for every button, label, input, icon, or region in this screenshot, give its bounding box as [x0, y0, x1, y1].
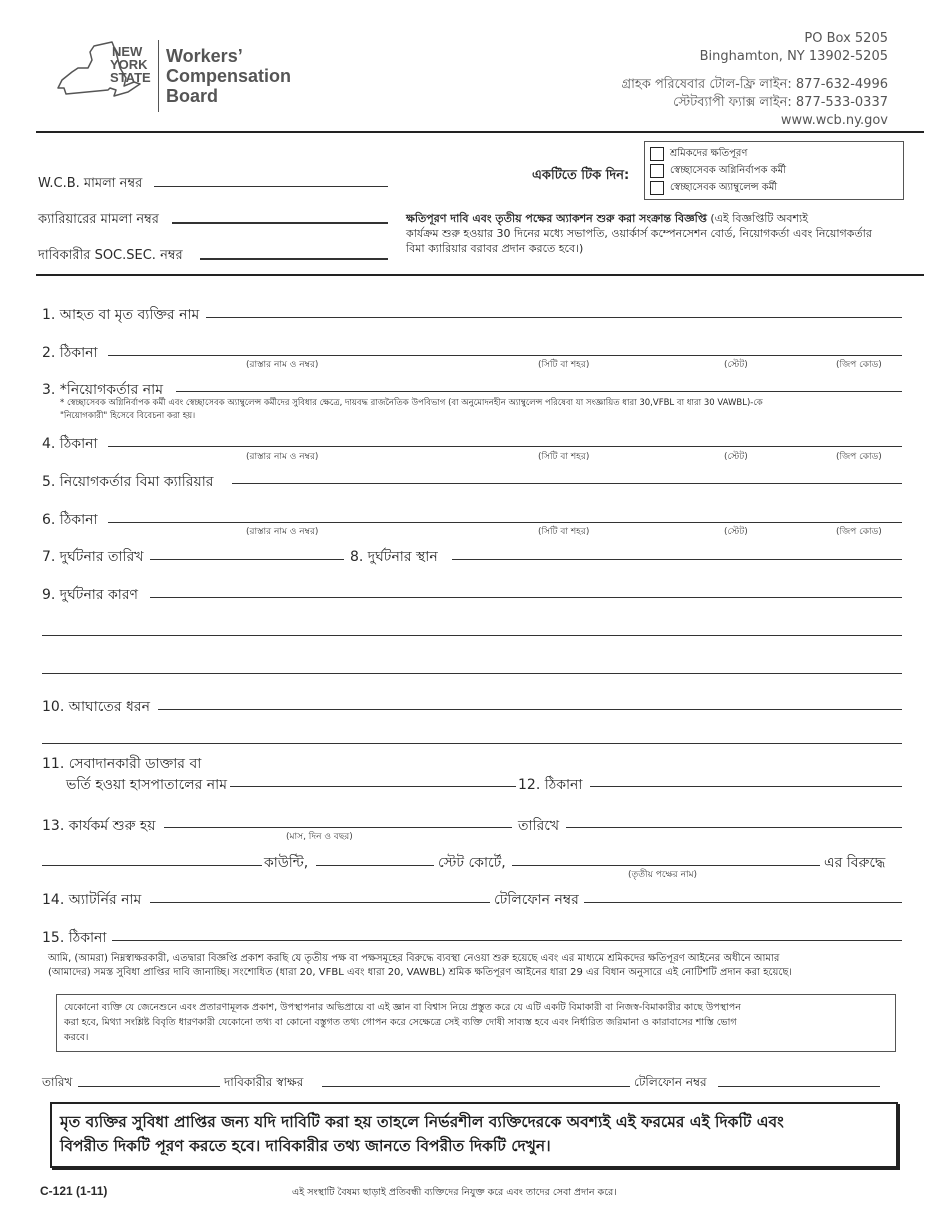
header-divider	[36, 131, 924, 133]
state-sublabel: (স্টেট)	[724, 527, 748, 537]
notice-title: ক্ষতিপূরণ দাবি এবং তৃতীয় পক্ষের অ্যাকশন শুরু করা সংক্রান্ত বিজ্ঞপ্তি	[406, 212, 707, 225]
claimant-phone-input[interactable]	[718, 1070, 880, 1087]
accident-cause-line-2[interactable]	[42, 635, 902, 636]
logo-new: NEW	[112, 44, 143, 59]
notice-body-1: (এই বিজ্ঞপ্তিটি অবশ্যই	[706, 212, 808, 225]
employer-name-input[interactable]	[176, 375, 902, 392]
fraud-warning-line-3: করবে।	[64, 1032, 89, 1043]
checkbox-volunteer-ambulance[interactable]	[650, 181, 664, 195]
equal-opportunity-statement: এই সংস্থাটি বৈষম্য ছাড়াই প্রতিবন্ধী ব্যক্তিদের নিযুক্ত করে এবং তাদের সেবা প্রদান করে।	[292, 1187, 617, 1198]
on-date-label: তারিখে	[518, 818, 560, 834]
logo-york: YORK	[110, 57, 148, 72]
option-volunteer-ambulance: স্বেচ্ছাসেবক অ্যাম্বুলেন্স কর্মী	[670, 182, 778, 193]
claimant-signature-label: দাবিকারীর স্বাক্ষর	[224, 1075, 304, 1089]
signature-date-label: তারিখ	[42, 1075, 73, 1089]
accident-cause-label: 9. দুর্ঘটনার কারণ	[42, 587, 139, 603]
declaration	[48, 952, 792, 980]
section-divider	[36, 274, 924, 276]
county-label: কাউন্টি,	[264, 855, 309, 871]
declaration-line-2: (আমাদের) সমস্ত সুবিধা প্রাপ্তির দাবি জানাচ্ছি। সংশোধিত (ধারা 20, VFBL এবং ধারা 20, VAWBL) শ্রমিক ক্ষতিপূরণ আইনের ধারা 29 এর বিধান অনুসারে এই নোটিশটি প্রদান করা হয়েছে।	[48, 967, 793, 978]
doctor-hospital-label-1: 11. সেবাদানকারী ডাক্তার বা	[42, 756, 202, 772]
attorney-phone-label: টেলিফোন নম্বর	[494, 892, 579, 908]
against-label: এর বিরুদ্ধে	[824, 855, 886, 871]
notice-body-2: কার্যক্রম শুরু হওয়ার 30 দিনের মধ্যে সভাপতি, ওয়ার্কার্স কম্পেনসেশন বোর্ড, নিয়োগকর্তা এবং নিয়োগকর্তার	[406, 227, 872, 240]
fraud-warning	[64, 1000, 741, 1045]
wcb-case-input[interactable]	[154, 170, 388, 187]
logo-state: STATE	[110, 70, 151, 85]
carrier-address-input[interactable]	[108, 506, 902, 523]
county-input[interactable]	[42, 849, 262, 866]
street-sublabel: (রাস্তার নাম ও নম্বর)	[246, 452, 319, 462]
accident-place-label: 8. দুর্ঘটনার স্থান	[350, 549, 438, 565]
claimant-signature-input[interactable]	[322, 1070, 630, 1087]
option-workers-comp: শ্রমিকদের ক্ষতিপূরণ	[670, 148, 748, 159]
logo-divider	[158, 40, 159, 112]
zip-sublabel: (জিপ কোড)	[836, 360, 882, 370]
injured-address-label: 2. ঠিকানা	[42, 345, 98, 361]
doctor-hospital-input[interactable]	[230, 770, 516, 787]
carrier-address-label: 6. ঠিকানা	[42, 512, 98, 528]
claimant-ssn-label: দাবিকারীর SOC.SEC. নম্বর	[38, 248, 183, 263]
org-name-line1: Workers’	[166, 46, 243, 66]
wcb-case-label: W.C.B. মামলা নম্বর	[38, 176, 143, 191]
declaration-line-1: আমি, (আমরা) নিম্নস্বাক্ষরকারী, এতদ্বারা বিজ্ঞপ্তি প্রকাশ করছি যে তৃতীয় পক্ষ বা পক্ষসমূহের বিরুদ্ধে ব্যবস্থা নেওয়া শুরু হয়েছে এবং এর মাধ্যমে শ্রমিকদের ক্ষতিপূরণ আইনের অধীনে আমার	[48, 953, 780, 964]
carrier-case-label: ক্যারিয়ারের মামলা নম্বর	[38, 212, 159, 227]
insurance-carrier-label: 5. নিয়োগকর্তার বিমা ক্যারিয়ার	[42, 474, 214, 490]
bold-notice-line-2: বিপরীত দিকটি পূরণ করতে হবে। দাবিকারীর তথ্য জানতে বিপরীত দিকটি দেখুন।	[60, 1137, 551, 1155]
third-party-sublabel: (তৃতীয় পক্ষের নাম)	[628, 870, 698, 880]
city-sublabel: (সিটি বা শহর)	[538, 360, 590, 370]
accident-date-label: 7. দুর্ঘটনার তারিখ	[42, 549, 144, 565]
claimant-phone-label: টেলিফোন নম্বর	[634, 1075, 707, 1089]
employer-footnote-1: * স্বেচ্ছাসেবক অগ্নিনির্বাপক কর্মী এবং স্বেচ্ছাসেবক অ্যাম্বুলেন্স কর্মীদের সুবিধার ক্ষেত্রে, দায়বদ্ধ রাজনৈতিক উপবিভাগ (বা অনুমোদনহীন অ্যাম্বুলেন্স পরিষেবা যা সংজ্ঞায়িত ধারা 30,VFBL বা ধারা 30 VAWBL)-কে	[60, 398, 763, 408]
employer-footnote-2: "নিয়োগকারী" হিসেবে বিবেচনা করা হয়।	[60, 411, 196, 421]
state-sublabel: (স্টেট)	[724, 360, 748, 370]
fax-line: স্টেটব্যাপী ফ্যাক্স লাইন: 877-533-0337	[673, 95, 888, 110]
notice-block	[406, 211, 926, 256]
state-court-input[interactable]	[316, 849, 434, 866]
fraud-warning-line-1: যেকোনো ব্যক্তি যে জেনেশুনে এবং প্রতারণামূলক প্রকাশ, উপস্থাপনার অভিপ্রায়ে বা এই জ্ঞান বা বিশ্বাস নিয়ে প্রস্তুত করে যে এটি একটি বিমাকারী বা নিজস্ব-বিমাকারীর কাছে উপস্থাপন	[64, 1002, 741, 1013]
zip-sublabel: (জিপ কোড)	[836, 452, 882, 462]
injured-person-name-label: 1. আহত বা মৃত ব্যক্তির নাম	[42, 307, 200, 323]
proceeding-date-input[interactable]	[164, 811, 512, 828]
attorney-address-label: 15. ঠিকানা	[42, 930, 107, 946]
option-volunteer-firefighter: স্বেচ্ছাসেবক অগ্নিনির্বাপক কর্মী	[670, 165, 787, 176]
proceeding-date-sublabel: (মাস, দিন ও বছর)	[286, 832, 353, 842]
injured-address-input[interactable]	[108, 339, 902, 356]
third-party-input[interactable]	[512, 849, 820, 866]
state-sublabel: (স্টেট)	[724, 452, 748, 462]
zip-sublabel: (জিপ কোড)	[836, 527, 882, 537]
checkbox-workers-comp[interactable]	[650, 147, 664, 161]
city-sublabel: (সিটি বা শহর)	[538, 452, 590, 462]
claimant-ssn-input[interactable]	[200, 242, 388, 260]
street-sublabel: (রাস্তার নাম ও নম্বর)	[246, 360, 319, 370]
fraud-warning-line-2: করা হবে, মিথ্যা সংশ্লিষ্ট বিবৃতি ধারণকারী যেকোনো তথ্য বা কোনো বস্তুগত তথ্য গোপন করে সেক্ষেত্রে সেই ব্যক্তি দোষী সাব্যস্ত হবে এবং নির্ধারিত জরিমানা ও কারাবাসের শাস্তি ভোগ	[64, 1017, 737, 1028]
attorney-phone-input[interactable]	[584, 886, 902, 903]
injury-type-label: 10. আঘাতের ধরন	[42, 699, 150, 715]
carrier-case-input[interactable]	[172, 206, 388, 224]
accident-cause-line-3[interactable]	[42, 673, 902, 674]
notice-body-3: বিমা ক্যারিয়ার বরাবর প্রদান করতে হবে।)	[406, 242, 584, 255]
address-line1: PO Box 5205	[804, 31, 888, 46]
state-court-label: স্টেট কোর্টে,	[438, 855, 506, 871]
accident-cause-input[interactable]	[150, 581, 902, 598]
bold-notice-line-1: মৃত ব্যক্তির সুবিধা প্রাপ্তির জন্য যদি দাবিটি করা হয় তাহলে নির্ভরশীল ব্যক্তিদেরকে অবশ্যই এই ফরমের এই দিকটি এবং	[60, 1113, 784, 1131]
checkbox-volunteer-firefighter[interactable]	[650, 164, 664, 178]
doctor-address-input[interactable]	[590, 770, 902, 787]
accident-place-input[interactable]	[452, 543, 902, 560]
org-name-line2: Compensation	[166, 66, 292, 86]
injury-type-input[interactable]	[158, 693, 902, 710]
street-sublabel: (রাস্তার নাম ও নম্বর)	[246, 527, 319, 537]
attorney-name-label: 14. অ্যাটর্নির নাম	[42, 892, 142, 908]
doctor-hospital-label-2: ভর্তি হওয়া হাসপাতালের নাম	[66, 777, 227, 793]
address-line2: Binghamton, NY 13902-5205	[699, 49, 888, 64]
form-id: C-121 (1-11)	[40, 1184, 108, 1198]
attorney-name-input[interactable]	[150, 886, 490, 903]
signature-date-input[interactable]	[78, 1070, 220, 1087]
attorney-address-input[interactable]	[112, 924, 902, 941]
org-name-line3: Board	[166, 86, 219, 106]
website-link[interactable]: www.wcb.ny.gov	[780, 113, 888, 128]
proceeding-start-label: 13. কার্যকর্ম শুরু হয়	[42, 818, 156, 834]
insurance-carrier-input[interactable]	[232, 467, 902, 484]
bold-notice	[60, 1110, 784, 1158]
check-one-label: একটিতে টিক দিন:	[532, 168, 630, 183]
employer-address-label: 4. ঠিকানা	[42, 436, 98, 452]
contact-block	[621, 30, 888, 130]
injury-type-line-2[interactable]	[42, 743, 902, 744]
doctor-address-label: 12. ঠিকানা	[518, 777, 583, 793]
injured-person-name-input[interactable]	[206, 301, 902, 318]
tollfree-line: গ্রাহক পরিষেবার টোল-ফ্রি লাইন: 877-632-4996	[621, 77, 888, 92]
accident-date-input[interactable]	[150, 543, 344, 560]
city-sublabel: (সিটি বা শহর)	[538, 527, 590, 537]
employer-name-label: 3. *নিয়োগকর্তার নাম	[42, 382, 163, 398]
proceeding-on-date-input[interactable]	[566, 811, 902, 828]
employer-address-input[interactable]	[108, 430, 902, 447]
